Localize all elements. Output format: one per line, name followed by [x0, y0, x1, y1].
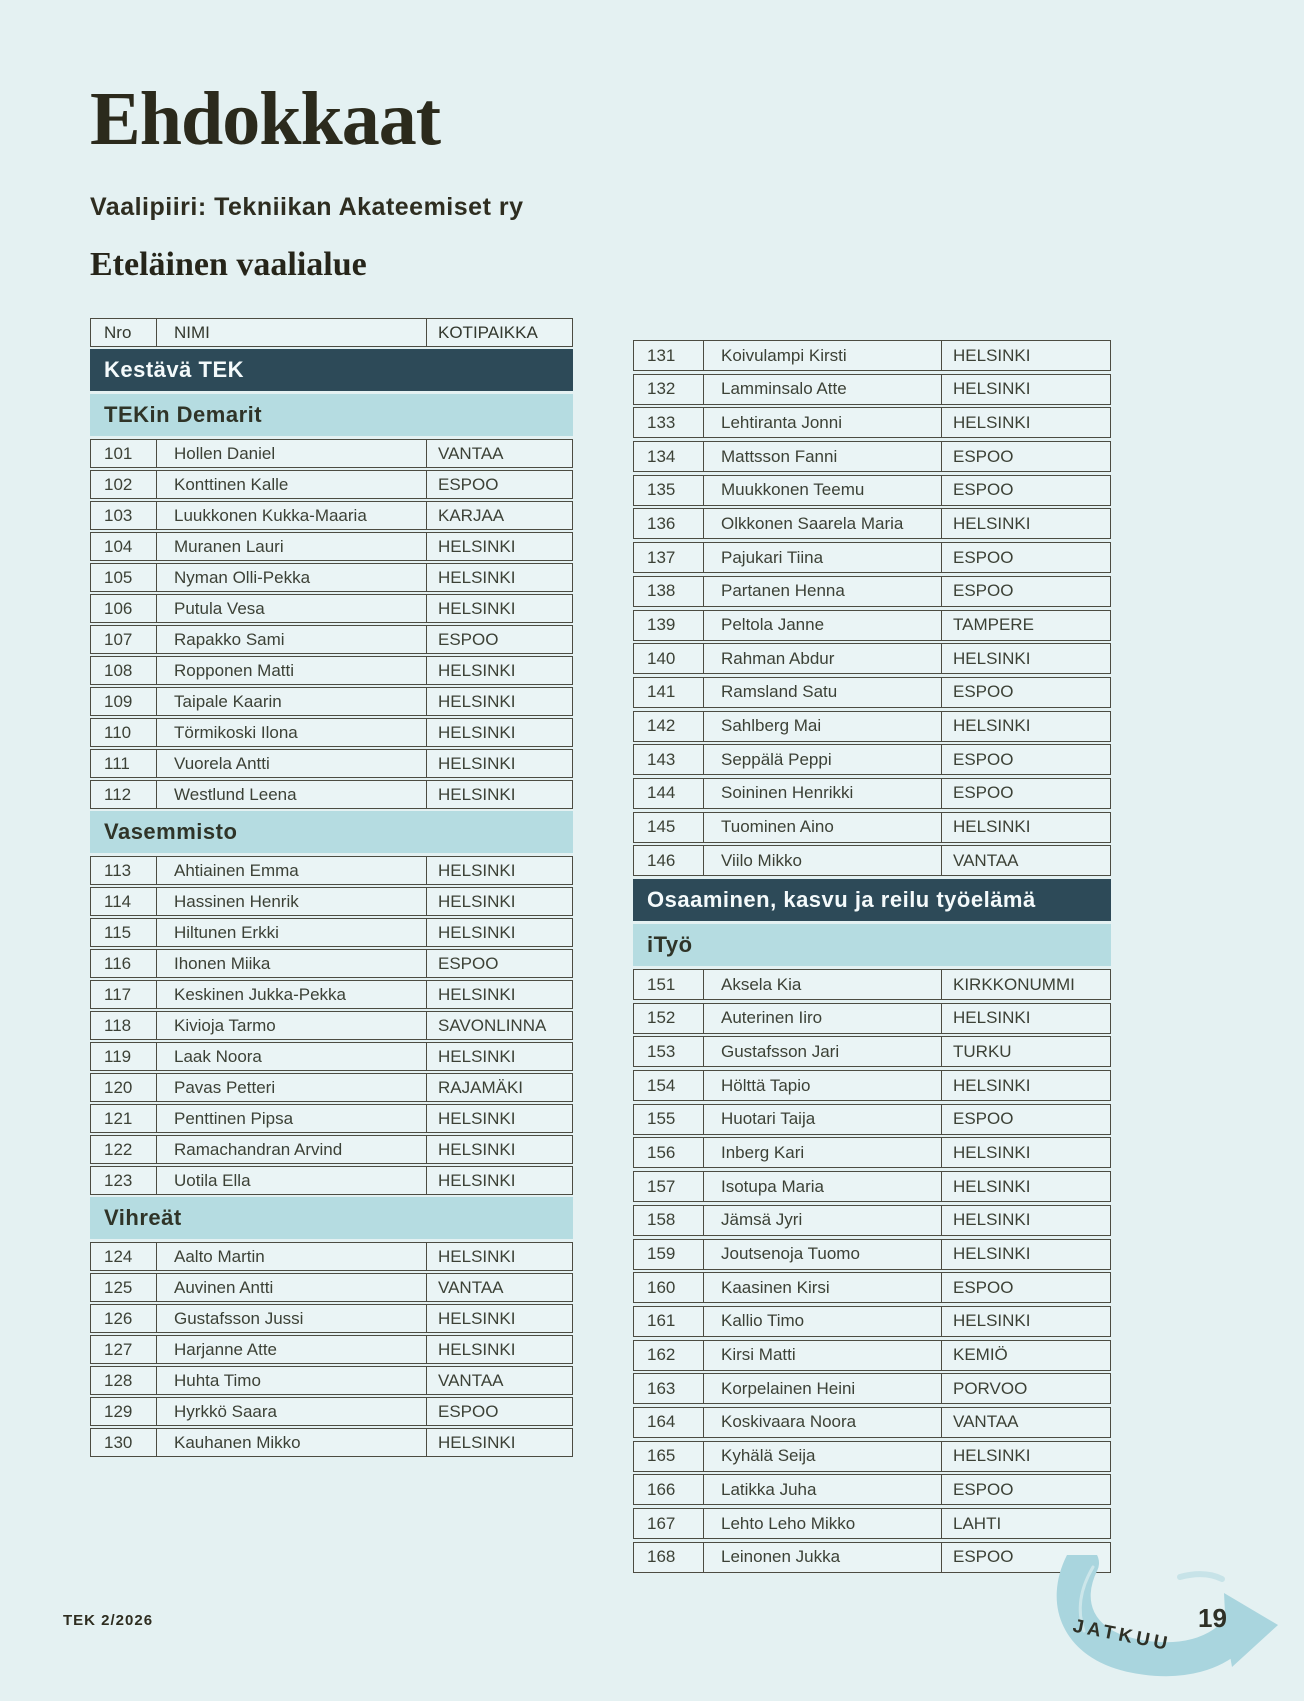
candidate-row [90, 1135, 573, 1164]
candidate-row [633, 374, 1111, 405]
candidate-tables [90, 318, 1111, 1575]
party-band: Vasemmisto [90, 811, 573, 853]
candidate-name: Huhta Timo [157, 1367, 427, 1394]
candidate-row [633, 1205, 1111, 1236]
candidate-number: 164 [634, 1408, 704, 1437]
candidate-name: Hölttä Tapio [704, 1071, 942, 1100]
candidate-row [633, 1239, 1111, 1270]
candidate-city: ESPOO [953, 1547, 1014, 1567]
candidate-city: HELSINKI [438, 784, 516, 804]
candidate-city: TAMPERE [953, 615, 1034, 634]
candidate-number: 168 [634, 1543, 704, 1572]
candidate-city: KARJAA [438, 505, 505, 525]
candidate-number: 116 [91, 950, 157, 977]
candidate-name: Kallio Timo [704, 1307, 942, 1336]
candidate-city: SAVONLINNA [438, 1015, 547, 1035]
candidate-city: VANTAA [438, 1277, 504, 1297]
candidate-number: 144 [634, 779, 704, 808]
footer-issue-label: TEK 2/2026 [63, 1612, 154, 1629]
candidate-row [633, 643, 1111, 674]
candidate-city: VANTAA [953, 850, 1019, 870]
candidate-name: Auterinen Iiro [704, 1004, 942, 1033]
candidate-city: HELSINKI [438, 753, 516, 773]
candidate-number: 132 [634, 375, 704, 404]
candidate-number: 106 [91, 595, 157, 622]
candidate-number: 145 [634, 813, 704, 842]
candidate-name: Gustafsson Jari [704, 1037, 942, 1066]
candidate-row [633, 845, 1111, 876]
candidate-city: HELSINKI [953, 1311, 1031, 1331]
candidate-name: Pavas Petteri [157, 1074, 427, 1101]
party-band: TEKin Demarit [90, 394, 573, 436]
candidate-city: HELSINKI [438, 860, 516, 880]
candidate-table-right [633, 340, 1111, 1575]
candidate-number: 108 [91, 657, 157, 684]
candidate-name: Kyhälä Seija [704, 1442, 942, 1471]
candidate-city: ESPOO [953, 1109, 1014, 1129]
candidate-number: 103 [91, 502, 157, 529]
candidate-row [633, 744, 1111, 775]
table-header-row [90, 318, 573, 347]
candidate-name: Gustafsson Jussi [157, 1305, 427, 1332]
candidate-name: Kirsi Matti [704, 1341, 942, 1370]
candidate-number: 109 [91, 688, 157, 715]
candidate-row [90, 625, 573, 654]
candidate-city: HELSINKI [438, 536, 516, 556]
candidate-city: HELSINKI [953, 1075, 1031, 1095]
candidate-name: Partanen Henna [704, 577, 942, 606]
candidate-number: 159 [634, 1240, 704, 1269]
candidate-row [90, 439, 573, 468]
candidate-city: ESPOO [953, 581, 1014, 601]
candidate-row [633, 610, 1111, 641]
candidate-number: 102 [91, 471, 157, 498]
candidate-city: HELSINKI [953, 1244, 1031, 1263]
candidate-name: Nyman Olli-Pekka [157, 564, 427, 591]
candidate-city: HELSINKI [953, 513, 1031, 533]
candidate-number: 138 [634, 577, 704, 606]
candidate-city: HELSINKI [953, 648, 1031, 668]
candidate-name: Hiltunen Erkki [157, 919, 427, 946]
candidate-number: 115 [91, 919, 157, 946]
candidate-row [633, 1407, 1111, 1438]
candidate-city: KEMIÖ [953, 1345, 1008, 1365]
candidate-number: 146 [634, 846, 704, 875]
candidate-number: 157 [634, 1172, 704, 1201]
candidate-city: HELSINKI [438, 1139, 516, 1159]
candidate-name: Muranen Lauri [157, 533, 427, 560]
candidate-number: 141 [634, 678, 704, 707]
candidate-row [633, 1441, 1111, 1472]
candidate-table-left [90, 318, 573, 1575]
candidate-number: 117 [91, 981, 157, 1008]
candidate-row [633, 812, 1111, 843]
candidate-number: 153 [634, 1037, 704, 1066]
candidate-number: 143 [634, 745, 704, 774]
candidate-number: 128 [91, 1367, 157, 1394]
candidate-row [633, 542, 1111, 573]
candidate-row [90, 1104, 573, 1133]
candidate-city: KIRKKONUMMI [953, 974, 1075, 994]
candidate-name: Hassinen Henrik [157, 888, 427, 915]
list-group-band: Osaaminen, kasvu ja reilu työelämä [633, 879, 1111, 921]
candidate-name: Kaasinen Kirsi [704, 1273, 942, 1302]
candidate-row [633, 340, 1111, 371]
candidate-number: 129 [91, 1398, 157, 1425]
candidate-city: ESPOO [438, 629, 499, 649]
candidate-name: Seppälä Peppi [704, 745, 942, 774]
candidate-row [90, 563, 573, 592]
candidate-city: HELSINKI [953, 1008, 1031, 1028]
candidate-row [633, 1137, 1111, 1168]
candidate-number: 133 [634, 408, 704, 437]
candidate-city: ESPOO [953, 783, 1014, 803]
candidate-row [90, 1428, 573, 1457]
candidate-city: HELSINKI [438, 891, 516, 911]
candidate-city: HELSINKI [438, 1246, 516, 1266]
candidate-number: 118 [91, 1012, 157, 1039]
candidate-city: HELSINKI [953, 379, 1031, 399]
candidate-number: 140 [634, 644, 704, 673]
candidate-city: HELSINKI [438, 984, 516, 1004]
candidate-row [90, 501, 573, 530]
candidate-name: Keskinen Jukka-Pekka [157, 981, 427, 1008]
candidate-name: Ramsland Satu [704, 678, 942, 707]
candidate-number: 161 [634, 1307, 704, 1336]
candidate-row [90, 656, 573, 685]
candidate-row [633, 1003, 1111, 1034]
candidate-number: 131 [634, 341, 704, 370]
candidate-number: 165 [634, 1442, 704, 1471]
candidate-row [90, 532, 573, 561]
candidate-row [90, 780, 573, 809]
candidate-name: Taipale Kaarin [157, 688, 427, 715]
candidate-number: 139 [634, 611, 704, 640]
candidate-name: Luukkonen Kukka-Maaria [157, 502, 427, 529]
candidate-name: Harjanne Atte [157, 1336, 427, 1363]
candidate-name: Koivulampi Kirsti [704, 341, 942, 370]
candidate-name: Hyrkkö Saara [157, 1398, 427, 1425]
candidate-row [90, 1273, 573, 1302]
candidate-name: Lamminsalo Atte [704, 375, 942, 404]
column-header-name: NIMI [157, 319, 427, 346]
candidate-city: VANTAA [438, 443, 504, 463]
candidate-name: Lehto Leho Mikko [704, 1509, 942, 1538]
candidate-name: Lehtiranta Jonni [704, 408, 942, 437]
candidate-name: Törmikoski Ilona [157, 719, 427, 746]
candidate-city: PORVOO [953, 1378, 1028, 1398]
candidate-name: Ahtiainen Emma [157, 857, 427, 884]
candidate-row [90, 749, 573, 778]
candidate-number: 137 [634, 543, 704, 572]
candidate-row [90, 887, 573, 916]
candidate-name: Leinonen Jukka [704, 1543, 942, 1572]
candidate-city: HELSINKI [953, 1176, 1031, 1196]
candidate-city: HELSINKI [953, 1210, 1031, 1230]
candidate-row [633, 1340, 1111, 1371]
candidate-number: 152 [634, 1004, 704, 1033]
party-band: iTyö [633, 924, 1111, 966]
candidate-row [633, 1171, 1111, 1202]
candidate-row [633, 1306, 1111, 1337]
candidate-name: Westlund Leena [157, 781, 427, 808]
candidate-name: Kauhanen Mikko [157, 1429, 427, 1456]
candidate-city: LAHTI [953, 1513, 1002, 1533]
candidate-name: Isotupa Maria [704, 1172, 942, 1201]
candidate-row [633, 1373, 1111, 1404]
candidate-name: Viilo Mikko [704, 846, 942, 875]
candidate-name: Muukkonen Teemu [704, 476, 942, 505]
candidate-row [633, 969, 1111, 1000]
candidate-name: Inberg Kari [704, 1138, 942, 1167]
candidate-row [90, 1011, 573, 1040]
candidate-number: 101 [91, 440, 157, 467]
candidate-number: 107 [91, 626, 157, 653]
candidate-name: Olkkonen Saarela Maria [704, 509, 942, 538]
candidate-name: Aalto Martin [157, 1243, 427, 1270]
candidate-row [633, 1104, 1111, 1135]
candidate-row [90, 1304, 573, 1333]
candidate-number: 104 [91, 533, 157, 560]
candidate-city: HELSINKI [953, 412, 1031, 432]
candidate-name: Mattsson Fanni [704, 442, 942, 471]
candidate-number: 142 [634, 712, 704, 741]
candidate-city: HELSINKI [438, 1046, 516, 1066]
candidate-number: 136 [634, 509, 704, 538]
candidate-number: 163 [634, 1374, 704, 1403]
candidate-row [90, 594, 573, 623]
candidate-row [633, 1070, 1111, 1101]
candidate-name: Putula Vesa [157, 595, 427, 622]
candidate-number: 166 [634, 1475, 704, 1504]
candidate-row [633, 1474, 1111, 1505]
candidate-number: 105 [91, 564, 157, 591]
candidate-city: HELSINKI [438, 1108, 516, 1128]
candidate-row [633, 677, 1111, 708]
candidate-number: 135 [634, 476, 704, 505]
candidate-city: ESPOO [953, 547, 1014, 567]
candidate-city: HELSINKI [438, 691, 516, 711]
party-band: Vihreät [90, 1197, 573, 1239]
candidate-row [90, 1073, 573, 1102]
candidate-number: 121 [91, 1105, 157, 1132]
candidate-row [633, 711, 1111, 742]
candidate-city: VANTAA [953, 1412, 1019, 1432]
candidate-name: Uotila Ella [157, 1167, 427, 1194]
candidate-city: HELSINKI [438, 1339, 516, 1359]
candidate-city: HELSINKI [438, 660, 516, 680]
candidate-city: HELSINKI [438, 922, 516, 942]
candidate-number: 113 [91, 857, 157, 884]
candidate-name: Huotari Taija [704, 1105, 942, 1134]
page-title: Ehdokkaat [90, 77, 441, 161]
candidate-city: HELSINKI [953, 1142, 1031, 1162]
candidate-number: 114 [91, 888, 157, 915]
electoral-district-subtitle: Vaalipiiri: Tekniikan Akateemiset ry [90, 193, 524, 221]
page-number: 19 [1198, 1603, 1227, 1633]
candidate-row [633, 576, 1111, 607]
candidate-number: 125 [91, 1274, 157, 1301]
candidate-city: HELSINKI [953, 1446, 1031, 1466]
candidate-row [90, 1166, 573, 1195]
candidate-number: 124 [91, 1243, 157, 1270]
candidate-city: ESPOO [438, 1401, 499, 1421]
candidate-city: HELSINKI [953, 817, 1031, 837]
voting-area-heading: Eteläinen vaalialue [90, 246, 367, 283]
candidate-name: Soininen Henrikki [704, 779, 942, 808]
candidate-name: Ropponen Matti [157, 657, 427, 684]
candidate-number: 167 [634, 1509, 704, 1538]
candidate-city: ESPOO [953, 1277, 1014, 1297]
brush-arrow-icon [1020, 1555, 1290, 1701]
candidate-city: ESPOO [953, 682, 1014, 702]
candidate-city: VANTAA [438, 1370, 504, 1390]
candidate-row [633, 441, 1111, 472]
candidate-row [633, 508, 1111, 539]
candidate-row [90, 1242, 573, 1271]
candidate-row [90, 856, 573, 885]
candidate-row [90, 718, 573, 747]
candidate-number: 160 [634, 1273, 704, 1302]
candidate-row [633, 1272, 1111, 1303]
candidate-name: Korpelainen Heini [704, 1374, 942, 1403]
candidate-city: ESPOO [953, 446, 1014, 466]
candidate-number: 127 [91, 1336, 157, 1363]
candidate-name: Sahlberg Mai [704, 712, 942, 741]
candidate-number: 119 [91, 1043, 157, 1070]
candidate-name: Hollen Daniel [157, 440, 427, 467]
candidate-name: Peltola Janne [704, 611, 942, 640]
candidate-row [90, 918, 573, 947]
candidate-city: HELSINKI [438, 598, 516, 618]
candidate-city: HELSINKI [438, 1308, 516, 1328]
candidate-row [90, 1335, 573, 1364]
candidate-number: 120 [91, 1074, 157, 1101]
candidate-city: RAJAMÄKI [438, 1077, 524, 1097]
candidate-number: 110 [91, 719, 157, 746]
candidate-number: 151 [634, 970, 704, 999]
candidate-name: Jämsä Jyri [704, 1206, 942, 1235]
candidate-number: 130 [91, 1429, 157, 1456]
column-header-nro: Nro [91, 319, 157, 346]
candidate-name: Aksela Kia [704, 970, 942, 999]
candidate-city: ESPOO [953, 480, 1014, 500]
candidate-name: Koskivaara Noora [704, 1408, 942, 1437]
candidate-name: Kivioja Tarmo [157, 1012, 427, 1039]
continue-indicator [1020, 1555, 1290, 1701]
candidate-city: HELSINKI [438, 1170, 516, 1190]
candidate-number: 112 [91, 781, 157, 808]
column-header-city: KOTIPAIKKA [438, 322, 538, 342]
candidate-city: HELSINKI [953, 345, 1031, 365]
candidate-name: Pajukari Tiina [704, 543, 942, 572]
candidate-row [633, 1508, 1111, 1539]
list-group-band: Kestävä TEK [90, 349, 573, 391]
candidate-row [90, 1042, 573, 1071]
candidate-number: 155 [634, 1105, 704, 1134]
candidate-city: ESPOO [953, 1479, 1014, 1499]
candidate-row [633, 778, 1111, 809]
candidate-city: HELSINKI [953, 716, 1031, 736]
candidate-name: Joutsenoja Tuomo [704, 1240, 942, 1269]
candidate-name: Laak Noora [157, 1043, 427, 1070]
candidate-row [90, 1397, 573, 1426]
candidate-row [633, 475, 1111, 506]
candidate-row [90, 470, 573, 499]
candidate-name: Rapakko Sami [157, 626, 427, 653]
candidate-row [90, 687, 573, 716]
candidate-city: ESPOO [953, 749, 1014, 769]
candidate-name: Latikka Juha [704, 1475, 942, 1504]
candidate-city: HELSINKI [438, 722, 516, 742]
candidate-name: Ihonen Miika [157, 950, 427, 977]
candidate-number: 158 [634, 1206, 704, 1235]
candidate-row [90, 1366, 573, 1395]
candidate-number: 156 [634, 1138, 704, 1167]
candidate-name: Rahman Abdur [704, 644, 942, 673]
candidate-row [633, 407, 1111, 438]
candidate-name: Konttinen Kalle [157, 471, 427, 498]
candidate-number: 154 [634, 1071, 704, 1100]
candidate-name: Penttinen Pipsa [157, 1105, 427, 1132]
candidate-number: 162 [634, 1341, 704, 1370]
candidate-row [90, 980, 573, 1009]
candidate-name: Tuominen Aino [704, 813, 942, 842]
candidate-city: ESPOO [438, 474, 499, 494]
candidate-number: 122 [91, 1136, 157, 1163]
candidate-row [90, 949, 573, 978]
candidate-city: ESPOO [438, 953, 499, 973]
continue-label: JATKUU [1071, 1615, 1173, 1656]
candidate-number: 134 [634, 442, 704, 471]
candidate-name: Auvinen Antti [157, 1274, 427, 1301]
candidate-number: 123 [91, 1167, 157, 1194]
candidate-name: Ramachandran Arvind [157, 1136, 427, 1163]
candidate-number: 126 [91, 1305, 157, 1332]
candidate-city: HELSINKI [438, 1432, 516, 1452]
candidate-row [633, 1036, 1111, 1067]
candidate-number: 111 [91, 750, 157, 777]
candidate-city: TURKU [953, 1041, 1012, 1061]
candidate-name: Vuorela Antti [157, 750, 427, 777]
candidate-city: HELSINKI [438, 567, 516, 587]
